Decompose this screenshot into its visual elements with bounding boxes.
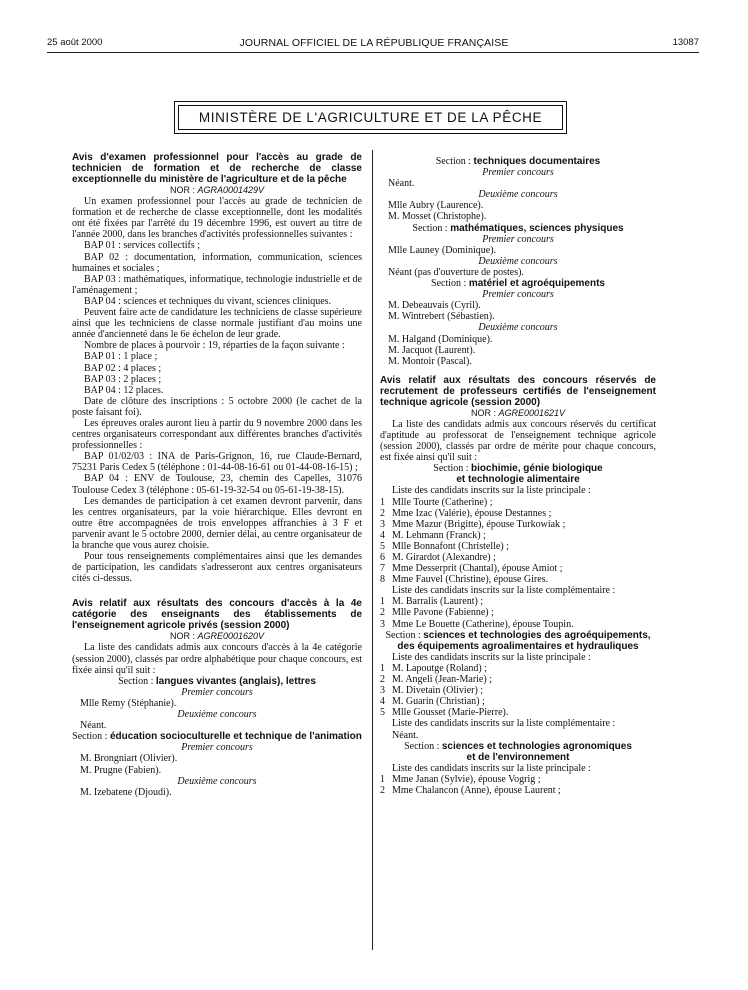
rank-number: 1 bbox=[380, 773, 385, 785]
candidate: Néant. bbox=[388, 178, 415, 190]
candidate-name: Mlle Bonnafont (Christelle) ; bbox=[392, 540, 509, 552]
ranked-candidate bbox=[380, 508, 656, 519]
rank-number: 1 bbox=[380, 662, 385, 674]
concours-heading: Premier concours bbox=[482, 289, 554, 301]
ranked-candidate bbox=[380, 696, 656, 707]
ranked-candidate bbox=[380, 563, 656, 574]
concours-heading: Premier concours bbox=[482, 233, 554, 245]
list-item: BAP 04 : sciences et techniques du vivant, sciences cliniques. bbox=[84, 295, 332, 307]
paragraph: BAP 01/02/03 : INA de Paris-Grignon, 16, rue Claude-Bernard, 75231 Paris Cedex 5 (téléphone : 01-44-08-16-61 ou 01-44-08-16-15) ; bbox=[72, 451, 362, 474]
ranked-candidate bbox=[380, 519, 656, 530]
section-heading: Section : éducation socioculturelle et technique de l'animation bbox=[72, 731, 362, 743]
rank-number: 1 bbox=[380, 496, 385, 508]
concours-heading: Deuxième concours bbox=[478, 189, 558, 201]
candidate: Néant. bbox=[80, 720, 107, 732]
ranked-candidate bbox=[380, 685, 656, 696]
paragraph: Peuvent faire acte de candidature les techniciens de classe supérieure ainsi que les techniciens de classe normale justifiant d'au moins une année d'ancienneté dans le 6e échelon de leur grade. bbox=[72, 307, 362, 341]
rank-number: 2 bbox=[380, 607, 385, 619]
ranked-candidate bbox=[380, 619, 656, 630]
rank-number: 5 bbox=[380, 707, 385, 719]
candidate: M. Izebatene (Djoudi). bbox=[80, 786, 172, 798]
candidate: M. Debeauvais (Cyril). bbox=[388, 300, 481, 312]
rank-number: 8 bbox=[380, 574, 385, 586]
ranked-candidate bbox=[380, 607, 656, 618]
candidate-name: Mlle Tourte (Catherine) ; bbox=[392, 496, 493, 508]
paragraph: Nombre de places à pourvoir : 19, réparties de la façon suivante : bbox=[84, 340, 345, 352]
candidate: Néant. bbox=[392, 729, 419, 741]
candidate-name: M. Guarin (Christian) ; bbox=[392, 696, 485, 708]
right-column bbox=[380, 152, 656, 796]
candidate: M. Mosset (Christophe). bbox=[388, 211, 487, 223]
candidate-name: M. Angeli (Jean-Marie) ; bbox=[392, 674, 492, 686]
section-heading: Section : techniques documentaires bbox=[435, 156, 601, 167]
candidate: M. Jacquot (Laurent). bbox=[388, 344, 476, 356]
paragraph: Pour tous renseignements complémentaires ainsi que les demandes de participation, les candidats s'adresseront aux centres organisateurs cités ci-dessus. bbox=[72, 551, 362, 585]
candidate: M. Prugne (Fabien). bbox=[80, 764, 162, 776]
ranked-candidate bbox=[380, 596, 656, 607]
nor-reference: NOR : AGRE0001620V bbox=[169, 631, 265, 642]
ranked-candidate bbox=[380, 774, 656, 785]
candidate: Mlle Launey (Dominique). bbox=[388, 244, 497, 256]
candidate-name: M. Barralis (Laurent) ; bbox=[392, 596, 484, 608]
notice-title-certified: Avis relatif aux résultats des concours réservés de recrutement de professeurs certifiés de l'enseignement technique agricole (session 2000) bbox=[380, 374, 656, 408]
journal-title: JOURNAL OFFICIEL DE LA RÉPUBLIQUE FRANÇAISE bbox=[239, 37, 509, 49]
list-item: BAP 04 : 12 places. bbox=[84, 384, 164, 396]
rank-number: 4 bbox=[380, 529, 385, 541]
ranked-candidate bbox=[380, 541, 656, 552]
rank-number: 3 bbox=[380, 518, 385, 530]
ranked-candidate bbox=[380, 530, 656, 541]
nor-reference: NOR : AGRE0001621V bbox=[470, 407, 566, 418]
candidate: Mlle Remy (Stéphanie). bbox=[80, 697, 177, 709]
candidate-name: M. Girardot (Alexandre) ; bbox=[392, 552, 496, 563]
candidate: Néant (pas d'ouverture de postes). bbox=[388, 266, 524, 278]
section-heading: Section : biochimie, génie biologique et technologie alimentaire bbox=[433, 463, 603, 486]
rank-number: 1 bbox=[380, 596, 385, 608]
section-heading: Section : sciences et technologies des agroéquipements, des équipements agroalimentaires et hydrauliques bbox=[385, 629, 651, 652]
ranked-candidate bbox=[380, 663, 656, 674]
notice-title-private: Avis relatif aux résultats des concours d'accès à la 4e catégorie des enseignants des établissements de l'enseignement agricole privés (session 2000) bbox=[72, 598, 362, 632]
header-date: 25 août 2000 bbox=[47, 37, 103, 48]
rank-number: 3 bbox=[380, 618, 385, 630]
ranked-list-main bbox=[380, 663, 656, 718]
candidate-name: Mme Fauvel (Christine), épouse Gires. bbox=[392, 574, 549, 586]
candidate: M. Brongniart (Olivier). bbox=[80, 753, 178, 765]
candidate: M. Wintrebert (Sébastien). bbox=[388, 311, 495, 323]
ministry-title: MINISTÈRE DE L'AGRICULTURE ET DE LA PÊCHE bbox=[198, 110, 543, 125]
rank-number: 6 bbox=[380, 552, 385, 563]
ranked-candidate bbox=[380, 497, 656, 508]
concours-heading: Deuxième concours bbox=[478, 255, 558, 267]
list-heading: Liste des candidats inscrits sur la liste complémentaire : bbox=[392, 585, 616, 597]
concours-heading: Premier concours bbox=[181, 742, 253, 754]
ranked-candidate bbox=[380, 707, 656, 718]
rank-number: 3 bbox=[380, 685, 385, 697]
left-column bbox=[72, 152, 362, 798]
concours-heading: Premier concours bbox=[181, 686, 253, 698]
list-item: BAP 01 : 1 place ; bbox=[84, 351, 158, 363]
rank-number: 2 bbox=[380, 784, 385, 796]
candidate: Mlle Aubry (Laurence). bbox=[388, 200, 484, 212]
section-heading: Section : mathématiques, sciences physiques bbox=[412, 222, 624, 234]
paragraph: Date de clôture des inscriptions : 5 octobre 2000 (le cachet de la poste faisant foi). bbox=[72, 395, 362, 418]
candidate-name: M. Divetain (Olivier) ; bbox=[392, 685, 484, 697]
ranked-list-complementary bbox=[380, 596, 656, 629]
paragraph: La liste des candidats admis aux concours réservés du certificat d'aptitude au professorat de l'enseignement technique agricole (session 2000), classés par ordre de mérite pour chaque concours, est fixée ainsi qu'il suit : bbox=[380, 418, 656, 464]
candidate-name: Mme Izac (Valérie), épouse Destannes ; bbox=[392, 507, 552, 519]
ranked-candidate bbox=[380, 674, 656, 685]
ranked-candidate bbox=[380, 574, 656, 585]
rank-number: 2 bbox=[380, 507, 385, 519]
paragraph: BAP 04 : ENV de Toulouse, 23, chemin des Capelles, 31076 Toulouse Cedex 3 (téléphone : 05-61-19-32-54 ou 05-61-19-38-15). bbox=[72, 473, 362, 496]
concours-heading: Deuxième concours bbox=[177, 775, 257, 787]
section-heading: Section : langues vivantes (anglais), lettres bbox=[118, 675, 316, 687]
candidate-name: Mme Chalancon (Anne), épouse Laurent ; bbox=[392, 784, 561, 796]
candidate-name: Mme Desserprit (Chantal), épouse Amiot ; bbox=[392, 563, 563, 575]
candidate-name: M. Lehmann (Franck) ; bbox=[392, 529, 486, 541]
nor-reference: NOR : AGRA0001429V bbox=[169, 185, 265, 195]
rank-number: 7 bbox=[380, 563, 385, 575]
rank-number: 2 bbox=[380, 674, 385, 686]
list-item: BAP 02 : documentation, information, communication, sciences humaines et sociales ; bbox=[72, 251, 362, 274]
paragraph: Les épreuves orales auront lieu à partir du 9 novembre 2000 dans les centres organisateurs correspondant aux différentes branches d'activités professionnelles : bbox=[72, 417, 362, 452]
candidate: M. Halgand (Dominique). bbox=[388, 333, 493, 345]
paragraph: Les demandes de participation à cet examen devront parvenir, dans les centres organisateurs, par la voie hiérarchique. Elles devront en outre être accompagnées de trois enveloppes affranchies à 3 F et parvenir avant le 5 octobre 2000, dernier délai, au centre organisateur de la branche que vous aurez choisie. bbox=[72, 495, 362, 551]
ministry-box bbox=[178, 105, 563, 130]
candidate-name: Mlle Gousset (Marie-Pierre). bbox=[392, 707, 509, 719]
page-number: 13087 bbox=[672, 37, 699, 48]
list-heading: Liste des candidats inscrits sur la liste principale : bbox=[392, 485, 591, 497]
candidate-name: Mme Mazur (Brigitte), épouse Turkowiak ; bbox=[392, 518, 566, 530]
list-heading: Liste des candidats inscrits sur la liste principale : bbox=[392, 762, 591, 774]
concours-heading: Deuxième concours bbox=[177, 709, 257, 721]
list-heading: Liste des candidats inscrits sur la liste complémentaire : bbox=[392, 718, 616, 730]
column-divider bbox=[372, 150, 373, 950]
section-heading: Section : sciences et technologies agronomiques et de l'environnement bbox=[404, 740, 632, 763]
rank-number: 5 bbox=[380, 540, 385, 552]
header-rule bbox=[47, 52, 699, 53]
ranked-candidate bbox=[380, 552, 656, 563]
list-item: BAP 03 : 2 places ; bbox=[84, 373, 162, 385]
list-item: BAP 03 : mathématiques, informatique, technologie industrielle et de l'aménagement ; bbox=[72, 273, 362, 296]
page-header bbox=[0, 37, 748, 51]
candidate-name: Mlle Pavone (Fabienne) ; bbox=[392, 607, 494, 619]
notice-title-exam: Avis d'examen professionnel pour l'accès au grade de technicien de formation et de recherche de classe exceptionnelle du ministère de l'agriculture et de la pêche bbox=[72, 152, 362, 185]
list-heading: Liste des candidats inscrits sur la liste principale : bbox=[392, 651, 591, 663]
ranked-list-main bbox=[380, 497, 656, 586]
list-item: BAP 02 : 4 places ; bbox=[84, 362, 162, 374]
paragraph: La liste des candidats admis aux concours d'accès à la 4e catégorie (session 2000), classés par ordre alphabétique pour chaque concours, est fixée ainsi qu'il suit : bbox=[72, 642, 362, 676]
list-item: BAP 01 : services collectifs ; bbox=[84, 240, 200, 252]
ranked-candidate bbox=[380, 785, 656, 796]
candidate: M. Montoir (Pascal). bbox=[388, 355, 472, 367]
concours-heading: Premier concours bbox=[482, 167, 554, 179]
candidate-name: M. Lapoutge (Roland) ; bbox=[392, 662, 487, 674]
paragraph: Un examen professionnel pour l'accès au grade de technicien de formation et de recherche de classe exceptionnelle, dont les modalités ont été fixées par l'arrêté du 19 décembre 1996, est ouvert au titre de l'année 2000, dans les branches d'activités professionnelles suivantes : bbox=[72, 196, 362, 241]
ranked-list-main bbox=[380, 774, 656, 796]
section-heading: Section : matériel et agroéquipements bbox=[431, 278, 605, 290]
rank-number: 4 bbox=[380, 696, 385, 708]
candidate-name: Mme Janan (Sylvie), épouse Vogrig ; bbox=[392, 773, 541, 785]
candidate-name: Mme Le Bouette (Catherine), épouse Toupin. bbox=[392, 618, 574, 630]
concours-heading: Deuxième concours bbox=[478, 322, 558, 334]
